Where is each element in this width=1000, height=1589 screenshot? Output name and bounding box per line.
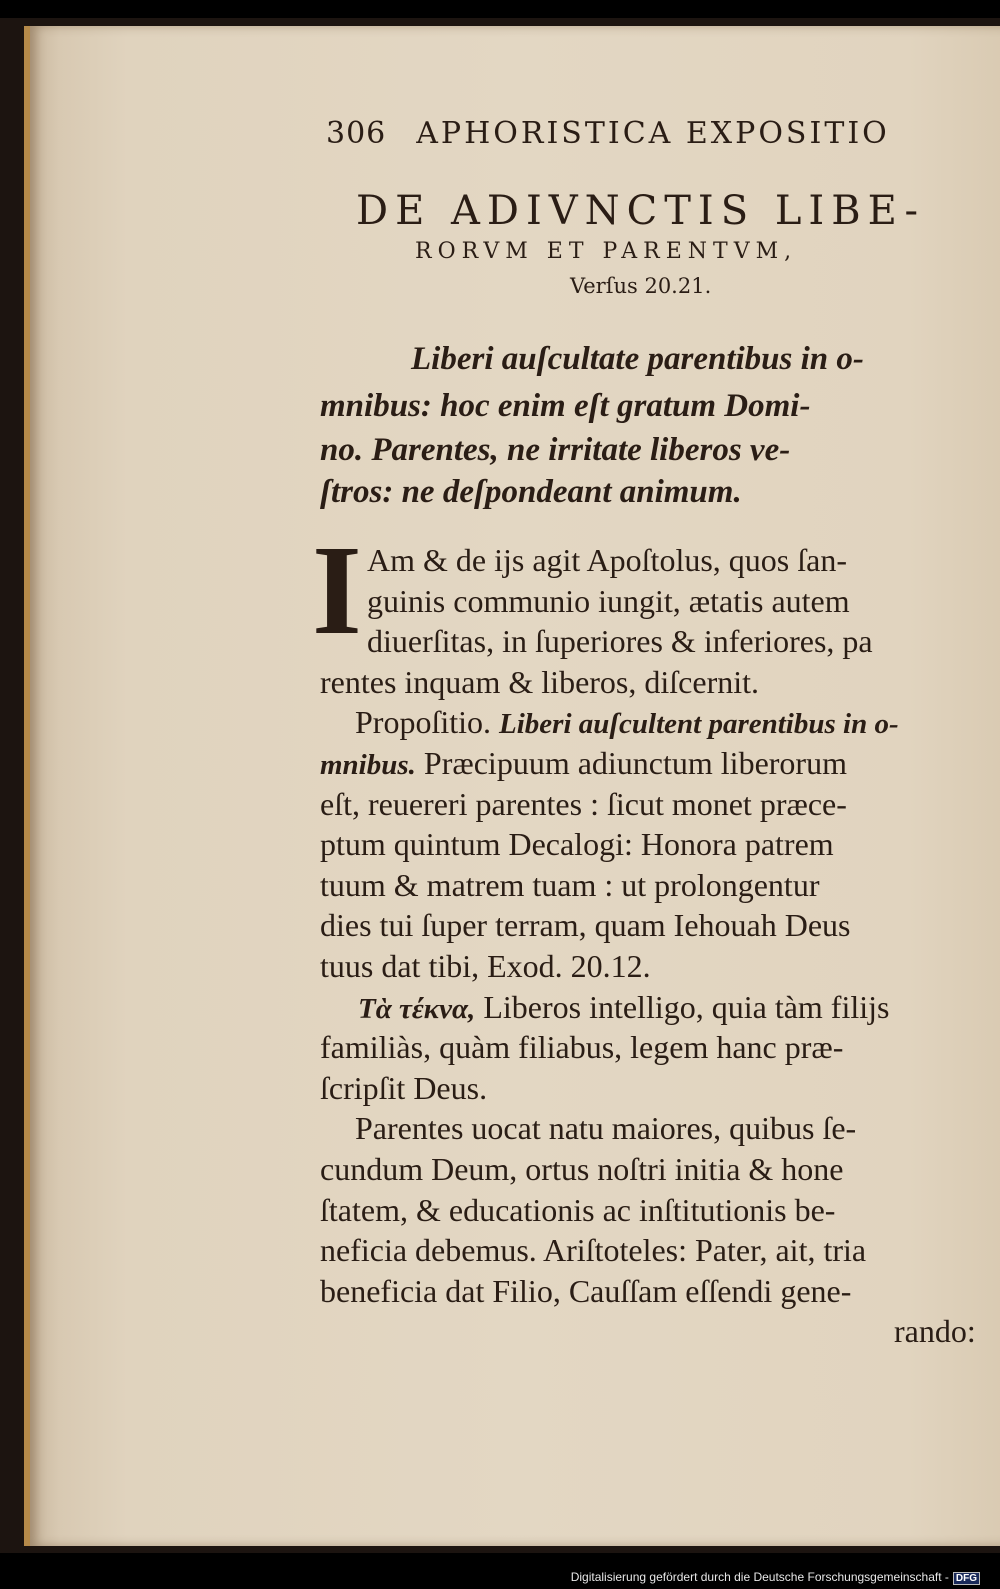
body-line-text: tuum & matrem tuam : ut prolongentur [320,867,820,903]
body-line [894,1313,976,1350]
page-number: 306 [326,116,387,151]
body-line [367,623,873,660]
running-head [326,116,890,151]
body-line-text: ptum quintum Decalogi: Honora patrem [320,826,834,862]
body-line [320,745,847,782]
body-line [320,1151,843,1188]
scan-background [0,18,1000,1553]
body-line-text: Liberos intelligo, quia tàm filijs [475,989,890,1025]
scripture-verse-line: Liberi auſcultate parentibus in o- [411,341,864,377]
footer-credit [571,1570,980,1585]
body-line [320,948,651,985]
body-line [367,583,850,620]
body-line-text: beneficia dat Filio, Cauſſam eſſendi gene- [320,1273,852,1309]
body-line [367,542,847,579]
scripture-verse-line: mnibus: hoc enim eſt gratum Domi- [320,388,811,424]
body-line-text: eſt, reuereri parentes : ſicut monet præce- [320,786,847,822]
body-line-text: tuus dat tibi, Exod. 20.12. [320,948,651,984]
body-line-italic: Liberi auſcultent parentibus in o- [499,708,899,740]
body-line [320,664,759,701]
body-line [320,1070,487,1107]
section-title-line-2: RORVM ET PARENTVM, [415,239,798,264]
body-line-text: rando: [894,1313,976,1349]
body-line-prefix: Propoſitio. [355,704,500,740]
body-line-italic: mnibus. [320,749,416,781]
body-line [320,907,851,944]
body-line-text: familiàs, quàm filiabus, legem hanc præ- [320,1029,844,1065]
body-line [355,704,899,741]
body-line [320,826,834,863]
body-line-text: dies tui ſuper terram, quam Iehouah Deus [320,907,851,943]
section-title-line-1: DE ADIVNCTIS LIBE- [356,188,926,234]
body-line [320,867,819,904]
body-line-text: diuerſitas, in ſuperiores & inferiores, pa [367,623,873,659]
body-line-italic: Τὰ τέκνα, [358,993,476,1025]
body-line-text: cundum Deum, ortus noſtri initia & hone [320,1151,844,1187]
body-line-text: Parentes uocat natu maiores, quibus ſe- [355,1110,857,1146]
body-line-text: neficia debemus. Ariſtoteles: Pater, ait, tria [320,1232,867,1268]
scripture-verse-line: no. Parentes, ne irritate liberos ve- [320,432,791,468]
drop-cap-initial: I [312,519,362,661]
body-line-text: ſcripſit Deus. [320,1070,488,1106]
body-line-text: guinis communio iungit, ætatis autem [367,583,850,619]
body-line [320,1029,843,1066]
body-line-text: rentes inquam & liberos, diſcernit. [320,664,759,700]
body-line [320,786,847,823]
body-line-text: Am & de ijs agit Apoſtolus, quos ſan- [367,542,847,578]
book-page [24,26,1000,1546]
body-line [355,1110,856,1147]
dfg-logo: DFG [953,1572,980,1585]
body-line [358,989,889,1026]
section-verse-reference: Verſus 20.21. [570,274,712,298]
body-line-text: Præcipuum adiunctum liberorum [415,745,847,781]
body-line [320,1232,866,1269]
body-line [320,1192,835,1229]
body-line-text: ſtatem, & educationis ac inſtitutionis be- [320,1192,836,1228]
body-line [320,1273,851,1310]
footer-credit-text: Digitalisierung gefördert durch die Deutsche Forschungsgemeinschaft - [570,1570,949,1584]
running-title: APHORISTICA EXPOSITIO [416,116,890,151]
scripture-verse-line: ſtros: ne deſpondeant animum. [320,474,742,510]
